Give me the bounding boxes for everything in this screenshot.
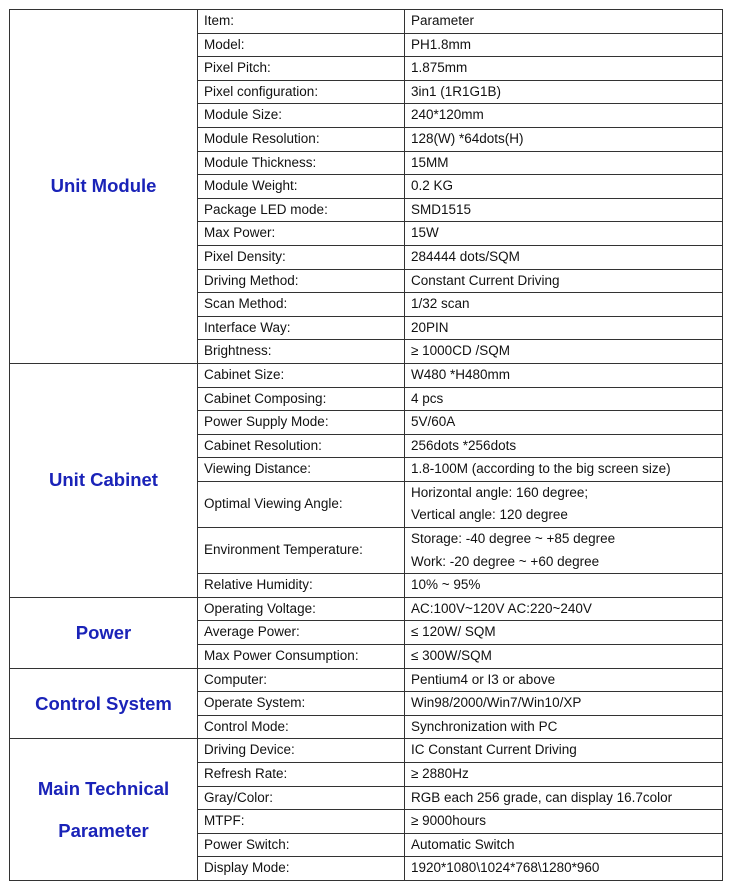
spec-table-body <box>10 10 723 881</box>
item-value-cell <box>405 434 723 458</box>
item-label: Max Power Consumption: <box>198 645 405 669</box>
item-label: Module Weight: <box>198 175 405 199</box>
item-value: PH1.8mm <box>411 36 472 52</box>
item-label: Module Thickness: <box>198 151 405 175</box>
item-label: Max Power: <box>198 222 405 246</box>
item-value-cell <box>405 33 723 57</box>
item-label: Pixel configuration: <box>198 80 405 104</box>
item-value: Synchronization with PC <box>411 718 558 734</box>
item-label: Driving Method: <box>198 269 405 293</box>
item-label: Gray/Color: <box>198 786 405 810</box>
item-value: Automatic Switch <box>411 836 515 852</box>
group-label: Power <box>75 621 132 643</box>
item-value: 4 pcs <box>411 390 444 406</box>
item-label: Cabinet Resolution: <box>198 434 405 458</box>
item-value-cell <box>405 810 723 834</box>
group-label: Parameter <box>58 819 149 841</box>
item-value: 20PIN <box>411 319 449 335</box>
item-value-cell <box>405 458 723 482</box>
item-value-cell <box>405 528 723 574</box>
item-value: 15W <box>411 225 439 241</box>
item-label: Item: <box>198 10 405 34</box>
item-value-cell <box>405 481 723 527</box>
group-label: Control System <box>35 692 172 714</box>
item-value-cell <box>405 857 723 881</box>
table-row <box>10 668 723 692</box>
item-value: ≥ 9000hours <box>411 813 486 829</box>
table-row <box>10 597 723 621</box>
item-value-cell <box>405 293 723 317</box>
item-value-cell <box>405 104 723 128</box>
item-label: Optimal Viewing Angle: <box>198 481 405 527</box>
item-value-cell <box>405 411 723 435</box>
group-label: Unit Cabinet <box>49 469 158 491</box>
item-value-cell <box>405 739 723 763</box>
item-label: Brightness: <box>198 340 405 364</box>
item-value: 5V/60A <box>411 414 456 430</box>
item-value: SMD1515 <box>411 201 472 217</box>
item-value-cell <box>405 269 723 293</box>
group-label-cell <box>10 597 198 668</box>
item-value: Parameter <box>411 13 475 28</box>
item-label: Relative Humidity: <box>198 574 405 598</box>
spec-table <box>9 9 723 881</box>
item-value-cell <box>405 763 723 787</box>
group-label: Main Technical <box>37 777 170 799</box>
item-label: Pixel Pitch: <box>198 57 405 81</box>
item-label: Operate System: <box>198 692 405 716</box>
item-value-cell <box>405 597 723 621</box>
item-value-cell <box>405 151 723 175</box>
item-value-cell <box>405 340 723 364</box>
item-value-cell <box>405 198 723 222</box>
item-label: Cabinet Composing: <box>198 387 405 411</box>
item-value: ≥ 1000CD /SQM <box>411 343 510 359</box>
item-label: Module Size: <box>198 104 405 128</box>
item-value: ≤ 120W/ SQM <box>411 624 496 640</box>
item-value: Pentium4 or I3 or above <box>411 671 556 687</box>
item-value: ≥ 2880Hz <box>411 766 469 781</box>
item-value: 1.875mm <box>411 60 468 76</box>
item-label: Scan Method: <box>198 293 405 317</box>
item-value-cell <box>405 245 723 269</box>
item-label: Driving Device: <box>198 739 405 763</box>
item-value-cell <box>405 692 723 716</box>
item-value: W480 *H480mm <box>411 366 511 382</box>
item-value-cell <box>405 786 723 810</box>
item-value-cell <box>405 127 723 151</box>
item-label: Module Resolution: <box>198 127 405 151</box>
item-label: Operating Voltage: <box>198 597 405 621</box>
item-value-cell <box>405 363 723 387</box>
item-value-cell <box>405 621 723 645</box>
item-value: Horizontal angle: 160 degree; <box>411 484 589 500</box>
item-value: 15MM <box>411 154 449 170</box>
item-label: Pixel Density: <box>198 245 405 269</box>
group-label-cell <box>10 10 198 364</box>
item-value: RGB each 256 grade, can display 16.7color <box>411 789 673 805</box>
item-label: Refresh Rate: <box>198 763 405 787</box>
item-label: Cabinet Size: <box>198 363 405 387</box>
group-label-cell <box>10 363 198 597</box>
item-value-cell <box>405 222 723 246</box>
item-value: 128(W) *64dots(H) <box>411 130 524 146</box>
item-value: 1920*1080\1024*768\1280*960 <box>411 860 600 876</box>
item-value: 3in1 (1R1G1B) <box>411 83 502 99</box>
item-value: 10% ~ 95% <box>411 577 481 593</box>
item-label: Power Supply Mode: <box>198 411 405 435</box>
table-row <box>10 10 723 34</box>
item-value-cell <box>405 833 723 857</box>
item-label: Package LED mode: <box>198 198 405 222</box>
table-row <box>10 363 723 387</box>
item-value: Win98/2000/Win7/Win10/XP <box>411 695 582 711</box>
item-label: Display Mode: <box>198 857 405 881</box>
item-label: Average Power: <box>198 621 405 645</box>
item-value: AC:100V~120V AC:220~240V <box>411 600 592 616</box>
item-label: Model: <box>198 33 405 57</box>
item-value: Storage: -40 degree ~ +85 degree <box>411 531 616 547</box>
item-value: 240*120mm <box>411 107 484 123</box>
item-value-cell <box>405 715 723 739</box>
item-value: 1/32 scan <box>411 296 470 312</box>
item-label: Computer: <box>198 668 405 692</box>
item-label: Control Mode: <box>198 715 405 739</box>
item-label: Power Switch: <box>198 833 405 857</box>
item-value-cell <box>405 57 723 81</box>
item-value: Work: -20 degree ~ +60 degree <box>411 553 600 569</box>
item-value-cell <box>405 645 723 669</box>
item-value-cell <box>405 316 723 340</box>
group-label: Unit Module <box>50 175 157 197</box>
item-value: IC Constant Current Driving <box>411 742 577 758</box>
item-value: ≤ 300W/SQM <box>411 648 492 664</box>
item-value-cell <box>405 175 723 199</box>
item-value: 284444 dots/SQM <box>411 248 520 264</box>
item-label: MTPF: <box>198 810 405 834</box>
item-label: Environment Temperature: <box>198 528 405 574</box>
item-label: Viewing Distance: <box>198 458 405 482</box>
item-value-cell <box>405 574 723 598</box>
item-value: 256dots *256dots <box>411 437 517 453</box>
group-label-cell <box>10 668 198 739</box>
table-row <box>10 739 723 763</box>
item-value-cell <box>405 10 723 34</box>
item-value: 1.8-100M (according to the big screen size) <box>411 461 671 477</box>
item-value: Vertical angle: 120 degree <box>411 507 568 523</box>
item-value: Constant Current Driving <box>411 272 560 288</box>
item-value-cell <box>405 668 723 692</box>
item-value-cell <box>405 387 723 411</box>
item-value: 0.2 KG <box>411 178 454 194</box>
item-value-cell <box>405 80 723 104</box>
item-label: Interface Way: <box>198 316 405 340</box>
group-label-cell <box>10 739 198 881</box>
